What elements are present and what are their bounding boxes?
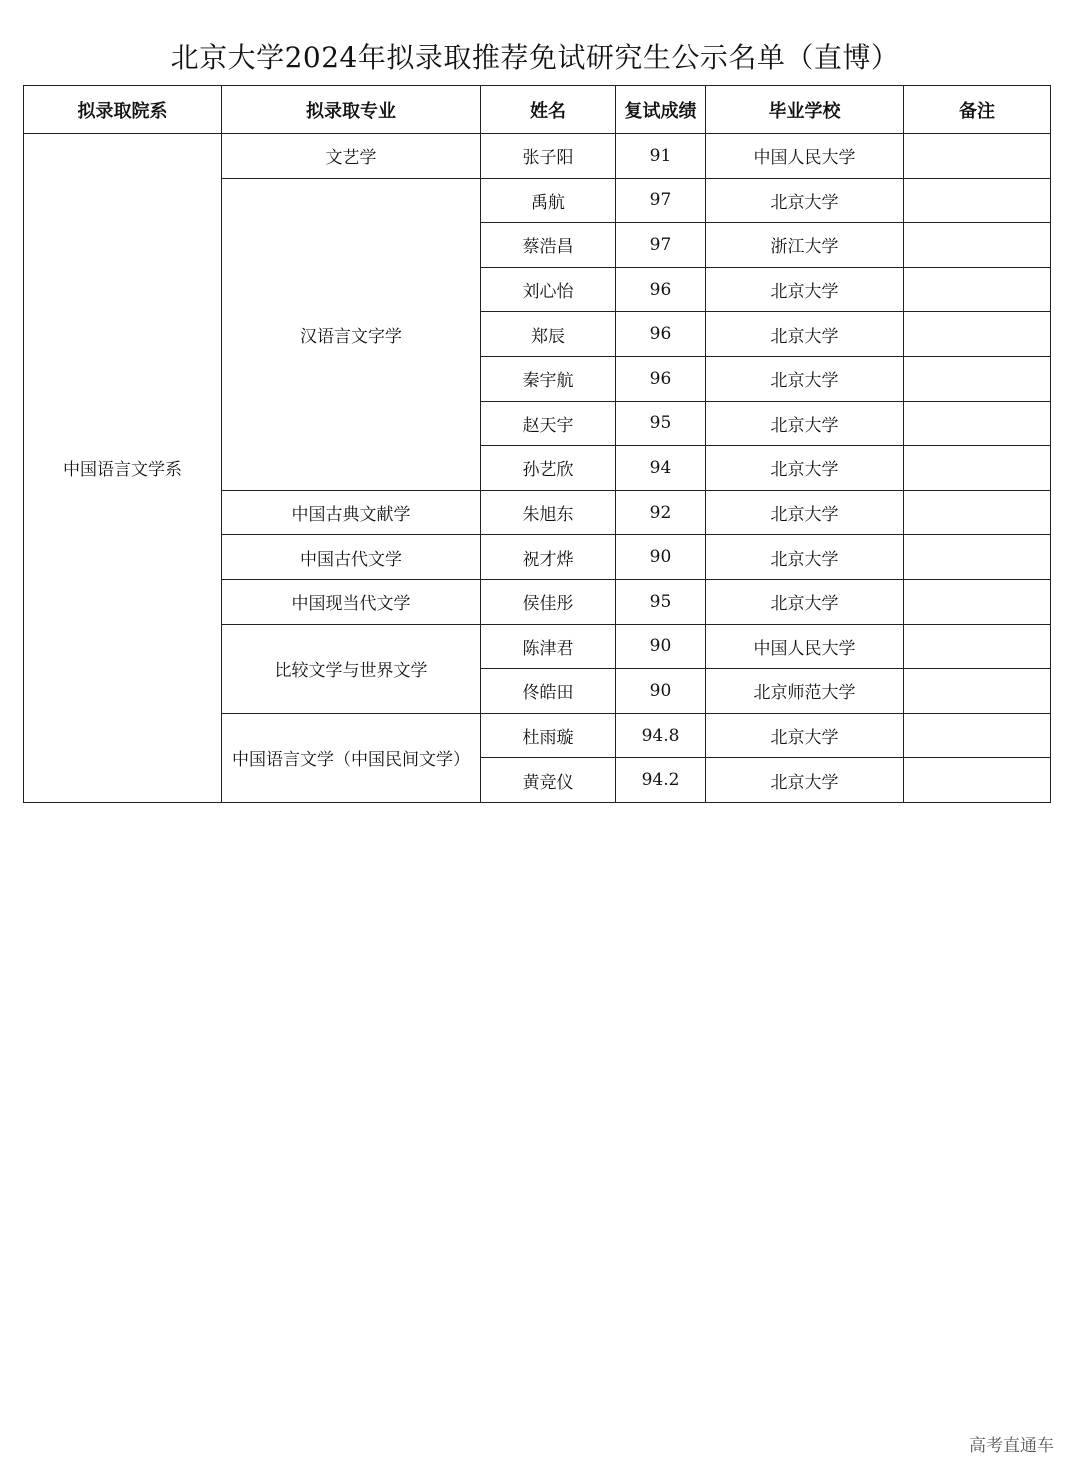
watermark-text: 高考直通车: [969, 1436, 1054, 1456]
column-header-name: 姓名: [481, 86, 616, 134]
major-cell: 文艺学: [222, 134, 481, 179]
column-header-score: 复试成绩: [616, 86, 706, 134]
school-cell: 北京大学: [706, 758, 904, 803]
score-cell: 94.2: [616, 758, 706, 803]
page-title: 北京大学2024年拟录取推荐免试研究生公示名单（直博）: [170, 41, 900, 74]
column-header-department: 拟录取院系: [24, 86, 222, 134]
table-body: [24, 134, 1051, 803]
note-cell: [904, 535, 1051, 580]
school-cell: 北京大学: [706, 535, 904, 580]
major-cell: 中国古代文学: [222, 535, 481, 580]
department-cell: 中国语言文学系: [24, 134, 222, 803]
student-name-cell: 陈津君: [481, 624, 616, 669]
score-cell: 91: [616, 134, 706, 179]
student-name-cell: 杜雨璇: [481, 713, 616, 758]
score-cell: 95: [616, 401, 706, 446]
table-header-row: [24, 86, 1051, 134]
student-name-cell: 黄竞仪: [481, 758, 616, 803]
note-cell: [904, 356, 1051, 401]
score-cell: 96: [616, 312, 706, 357]
school-cell: 北京大学: [706, 713, 904, 758]
score-cell: 94.8: [616, 713, 706, 758]
score-cell: 90: [616, 624, 706, 669]
major-cell: 汉语言文字学: [222, 178, 481, 490]
note-cell: [904, 223, 1051, 268]
note-cell: [904, 490, 1051, 535]
note-cell: [904, 267, 1051, 312]
score-cell: 90: [616, 535, 706, 580]
student-name-cell: 蔡浩昌: [481, 223, 616, 268]
note-cell: [904, 178, 1051, 223]
school-cell: 北京大学: [706, 267, 904, 312]
score-cell: 90: [616, 669, 706, 714]
note-cell: [904, 669, 1051, 714]
note-cell: [904, 758, 1051, 803]
student-name-cell: 郑辰: [481, 312, 616, 357]
column-header-school: 毕业学校: [706, 86, 904, 134]
student-name-cell: 张子阳: [481, 134, 616, 179]
note-cell: [904, 446, 1051, 491]
note-cell: [904, 401, 1051, 446]
score-cell: 96: [616, 267, 706, 312]
score-cell: 95: [616, 579, 706, 624]
student-name-cell: 秦宇航: [481, 356, 616, 401]
column-header-major: 拟录取专业: [222, 86, 481, 134]
student-name-cell: 孙艺欣: [481, 446, 616, 491]
school-cell: 北京师范大学: [706, 669, 904, 714]
student-name-cell: 朱旭东: [481, 490, 616, 535]
student-name-cell: 侯佳彤: [481, 579, 616, 624]
note-cell: [904, 624, 1051, 669]
note-cell: [904, 713, 1051, 758]
school-cell: 北京大学: [706, 178, 904, 223]
school-cell: 中国人民大学: [706, 134, 904, 179]
school-cell: 北京大学: [706, 490, 904, 535]
school-cell: 北京大学: [706, 579, 904, 624]
school-cell: 北京大学: [706, 446, 904, 491]
score-cell: 96: [616, 356, 706, 401]
school-cell: 北京大学: [706, 401, 904, 446]
major-cell: 中国语言文学（中国民间文学）: [222, 713, 481, 802]
column-header-note: 备注: [904, 86, 1051, 134]
major-cell: 中国现当代文学: [222, 579, 481, 624]
note-cell: [904, 134, 1051, 179]
table-row: [24, 134, 1051, 179]
major-cell: 比较文学与世界文学: [222, 624, 481, 713]
school-cell: 浙江大学: [706, 223, 904, 268]
note-cell: [904, 579, 1051, 624]
student-name-cell: 赵天宇: [481, 401, 616, 446]
score-cell: 94: [616, 446, 706, 491]
admission-table: [23, 85, 1051, 803]
score-cell: 97: [616, 178, 706, 223]
school-cell: 北京大学: [706, 312, 904, 357]
school-cell: 中国人民大学: [706, 624, 904, 669]
student-name-cell: 佟皓田: [481, 669, 616, 714]
score-cell: 92: [616, 490, 706, 535]
student-name-cell: 祝才烨: [481, 535, 616, 580]
major-cell: 中国古典文献学: [222, 490, 481, 535]
student-name-cell: 刘心怡: [481, 267, 616, 312]
school-cell: 北京大学: [706, 356, 904, 401]
score-cell: 97: [616, 223, 706, 268]
note-cell: [904, 312, 1051, 357]
student-name-cell: 禹航: [481, 178, 616, 223]
